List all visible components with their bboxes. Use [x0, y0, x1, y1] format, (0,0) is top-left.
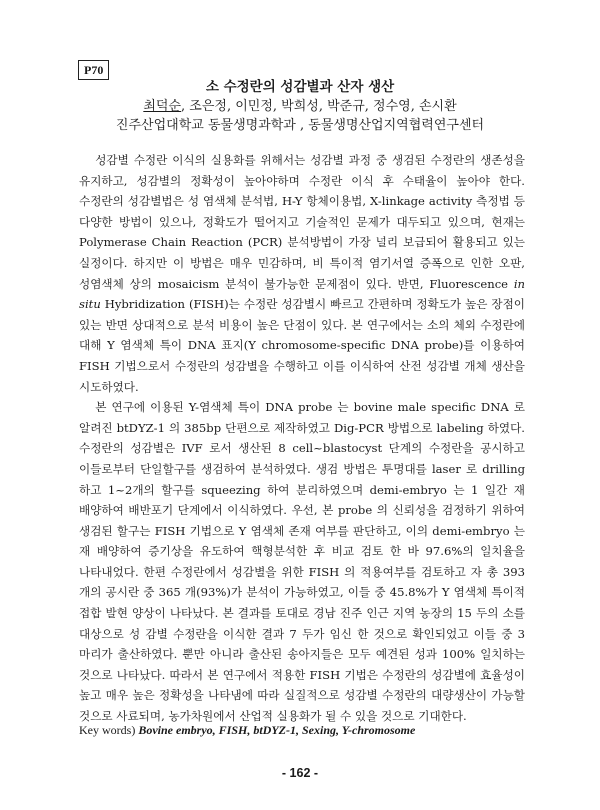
presenting-author: 최덕순 [143, 99, 182, 114]
keywords-label: Key words) [79, 723, 139, 737]
affiliation: 진주산업대학교 동물생명과학과 , 동물생명산업지역협력연구센터 [115, 118, 485, 133]
author-list [0, 98, 600, 116]
co-authors: , 조은정, 이민정, 박희성, 박준규, 정수영, 손시환 [181, 99, 457, 114]
page-number: - 162 - [281, 766, 319, 780]
paragraph-introduction-text: 성감별 수정란 이식의 실용화를 위해서는 성감별 과정 중 생검된 수정란의 생존성을 유지하고, 성감별의 정확성이 높아야하며 수정란 이식 후 수태율이 높아야 한다. 수정란의 성감별법은 성 염색체 분석법, H-Y 항체이용법, X-linkage activity 측정법 등 다양한 방법이 있으나, 정확도가 떨어지고 기술적인 문제가 대두되고 있으며, 현재는 Polymerase Chain Reaction (PCR) 분석방법이 가장 널리 보급되어 활용되고 있는 실정이다. 하지만 이 방법은 매우 민감하며, 비 특이적 염기서열 증폭으로 인한 오판, 성염색체 상의 mosaicism 분석이 불가능한 문제점이 있다. 반면, Fluorescence [79, 153, 526, 291]
keywords-terms: Bovine embryo, FISH, btDYZ-1, Sexing, Y-chromosome [138, 723, 416, 737]
paragraph-introduction-text-cont: Hybridization (FISH)는 수정란 성감별시 빠르고 간편하며 정확도가 높은 장점이 있는 반면 상대적으로 분석 비용이 높은 단점이 있다. 본 연구에서는 소의 체외 수정란에 대해 Y 염색체 특이 DNA 표지(Y chromosome-specific DNA probe)를 이용하여 FISH 기법으로서 수정란의 성감별을 수행하고 이를 이식하여 산전 성감별 개체 생산을 시도하였다. [79, 297, 525, 394]
abstract-code-label: P70 [78, 60, 109, 80]
keywords-line [79, 721, 525, 739]
italic-term: in situ [79, 276, 525, 312]
abstract-title: 소 수정란의 성감별과 산자 생산 [205, 79, 395, 95]
paragraph-methods-results: 본 연구에 이용된 Y-염색체 특이 DNA probe 는 bovine male specific DNA 로 알려진 btDYZ-1 의 385bp 단편으로 제작하였고 Dig-PCR 방법으로 labeling 하였다. 수정란의 성감별은 IVF 로서 생산된 8 cell~blastocyst 단계의 수정란을 공시하고 이들로부터 단일할구를 생검하여 분석하였다. 생검 방법은 투명대를 laser 로 drilling 하고 1~2개의 할구를 squeezing 하여 분리하였으며 demi-embryo 는 1 일간 재 배양하여 배반포기 단계에서 이식하였다. 우선, 본 probe 의 신뢰성을 검정하기 위하여 생검된 할구는 FISH 기법으로 Y 염색체 존재 여부를 판단하고, 이의 demi-embryo 는 재 배양하여 증기상을 유도하여 핵형분석한 후 비교 검토 한 바 97.6%의 일치율을 나타내었다. 한편 수정란에서 성감별을 위한 FISH 의 적용여부를 검토하고 자 총 393 개의 공시란 중 365 개(93%)가 분석이 가능하였고, 이들 중 45.8%가 Y 염색체 특이적 접합 발현 양상이 나타났다. 본 결과를 토대로 경남 진주 인근 지역 농장의 15 두의 소를 대상으로 성 감별 수정란을 이식한 결과 7 두가 임신 한 것으로 확인되었고 이들 중 3 마리가 출산하였다. 뿐만 아니라 출산된 송아지들은 모두 예견된 성과 100% 일치하는 것으로 나타났다. 따라서 본 연구에서 적용한 FISH 기법은 수정란의 성감별에 효율성이 높고 매우 높은 정확성을 나타냄에 따라 실질적으로 성감별 수정란의 대량생산이 가능할 것으로 사료되며, 농가차원에서 산업적 실용화가 될 수 있을 것으로 기대한다. [79, 400, 525, 724]
paragraph-introduction [79, 150, 525, 397]
abstract-body [79, 150, 525, 727]
